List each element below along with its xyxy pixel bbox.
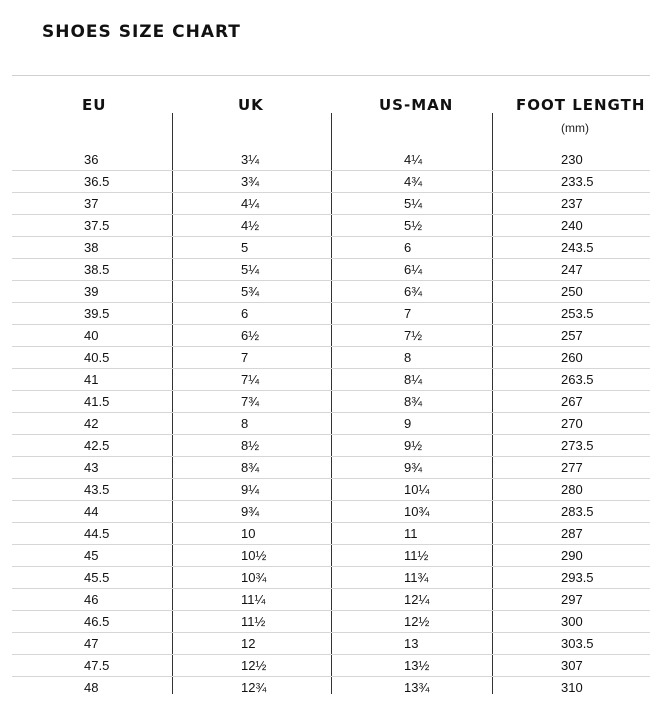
cell-us-man: 10¾ <box>404 504 430 519</box>
column-header-eu: EU <box>82 96 107 114</box>
table-row <box>12 677 650 699</box>
cell-eu: 40.5 <box>84 350 110 365</box>
cell-uk: 10½ <box>241 548 267 563</box>
cell-uk: 4½ <box>241 218 260 233</box>
title-divider <box>12 75 650 76</box>
table-row <box>12 281 650 303</box>
cell-us-man: 4¾ <box>404 174 423 189</box>
cell-uk: 5¾ <box>241 284 260 299</box>
cell-foot-length: 287 <box>561 526 583 541</box>
cell-foot-length: 290 <box>561 548 583 563</box>
cell-eu: 41 <box>84 372 99 387</box>
size-table-body <box>12 149 650 699</box>
cell-foot-length: 260 <box>561 350 583 365</box>
cell-uk: 3¾ <box>241 174 260 189</box>
cell-uk: 6½ <box>241 328 260 343</box>
cell-eu: 44 <box>84 504 99 519</box>
cell-uk: 7¼ <box>241 372 260 387</box>
cell-us-man: 6¼ <box>404 262 423 277</box>
cell-uk: 12½ <box>241 658 267 673</box>
cell-foot-length: 310 <box>561 680 583 695</box>
cell-uk: 11½ <box>241 614 266 629</box>
table-row <box>12 413 650 435</box>
cell-eu: 36.5 <box>84 174 110 189</box>
table-row <box>12 215 650 237</box>
cell-foot-length: 240 <box>561 218 583 233</box>
cell-eu: 42 <box>84 416 99 431</box>
table-row <box>12 325 650 347</box>
cell-us-man: 8¼ <box>404 372 423 387</box>
cell-foot-length: 273.5 <box>561 438 594 453</box>
cell-eu: 43.5 <box>84 482 110 497</box>
cell-us-man: 6 <box>404 240 412 255</box>
table-row <box>12 303 650 325</box>
cell-eu: 41.5 <box>84 394 110 409</box>
column-header-foot-length: FOOT LENGTH <box>516 96 646 114</box>
cell-uk: 4¼ <box>241 196 260 211</box>
cell-uk: 5¼ <box>241 262 260 277</box>
cell-us-man: 10¼ <box>404 482 430 497</box>
cell-us-man: 5¼ <box>404 196 423 211</box>
cell-us-man: 9¾ <box>404 460 423 475</box>
table-row <box>12 545 650 567</box>
page-title: SHOES SIZE CHART <box>42 22 241 42</box>
cell-eu: 39 <box>84 284 99 299</box>
table-row <box>12 149 650 171</box>
cell-uk: 10 <box>241 526 256 541</box>
table-row <box>12 259 650 281</box>
cell-us-man: 11¾ <box>404 570 429 585</box>
cell-foot-length: 280 <box>561 482 583 497</box>
cell-uk: 7¾ <box>241 394 260 409</box>
cell-us-man: 5½ <box>404 218 423 233</box>
table-row <box>12 479 650 501</box>
cell-foot-length: 300 <box>561 614 583 629</box>
cell-us-man: 7 <box>404 306 412 321</box>
table-row <box>12 369 650 391</box>
table-row <box>12 237 650 259</box>
cell-us-man: 8 <box>404 350 412 365</box>
table-row <box>12 435 650 457</box>
cell-us-man: 11 <box>404 526 418 541</box>
table-row <box>12 523 650 545</box>
cell-foot-length: 243.5 <box>561 240 594 255</box>
table-row <box>12 193 650 215</box>
table-row <box>12 391 650 413</box>
cell-foot-length: 233.5 <box>561 174 594 189</box>
cell-foot-length: 267 <box>561 394 583 409</box>
cell-eu: 40 <box>84 328 99 343</box>
cell-us-man: 12½ <box>404 614 430 629</box>
cell-eu: 37.5 <box>84 218 110 233</box>
cell-uk: 5 <box>241 240 249 255</box>
table-row <box>12 501 650 523</box>
column-header-uk: UK <box>238 96 264 114</box>
cell-eu: 45.5 <box>84 570 110 585</box>
table-row <box>12 633 650 655</box>
cell-eu: 46 <box>84 592 99 607</box>
column-header-us-man: US-MAN <box>379 96 454 114</box>
cell-foot-length: 277 <box>561 460 583 475</box>
cell-us-man: 9½ <box>404 438 423 453</box>
cell-foot-length: 230 <box>561 152 583 167</box>
cell-eu: 46.5 <box>84 614 110 629</box>
cell-us-man: 13 <box>404 636 419 651</box>
cell-uk: 8½ <box>241 438 260 453</box>
cell-foot-length: 307 <box>561 658 583 673</box>
cell-eu: 36 <box>84 152 99 167</box>
cell-us-man: 13½ <box>404 658 430 673</box>
table-row <box>12 171 650 193</box>
cell-us-man: 11½ <box>404 548 429 563</box>
table-row <box>12 611 650 633</box>
cell-us-man: 12¼ <box>404 592 430 607</box>
cell-uk: 9¾ <box>241 504 260 519</box>
cell-uk: 12¾ <box>241 680 267 695</box>
cell-uk: 10¾ <box>241 570 267 585</box>
cell-us-man: 8¾ <box>404 394 423 409</box>
cell-us-man: 9 <box>404 416 412 431</box>
cell-foot-length: 293.5 <box>561 570 594 585</box>
table-row <box>12 457 650 479</box>
cell-us-man: 7½ <box>404 328 423 343</box>
cell-foot-length: 303.5 <box>561 636 594 651</box>
cell-eu: 37 <box>84 196 99 211</box>
cell-foot-length: 297 <box>561 592 583 607</box>
cell-foot-length: 270 <box>561 416 583 431</box>
cell-uk: 9¼ <box>241 482 260 497</box>
cell-eu: 42.5 <box>84 438 110 453</box>
cell-foot-length: 263.5 <box>561 372 594 387</box>
table-row <box>12 655 650 677</box>
cell-uk: 8¾ <box>241 460 260 475</box>
cell-foot-length: 253.5 <box>561 306 594 321</box>
cell-uk: 3¼ <box>241 152 260 167</box>
cell-foot-length: 237 <box>561 196 583 211</box>
cell-foot-length: 257 <box>561 328 583 343</box>
cell-us-man: 13¾ <box>404 680 430 695</box>
cell-uk: 6 <box>241 306 249 321</box>
foot-length-unit: (mm) <box>561 121 589 135</box>
cell-uk: 7 <box>241 350 249 365</box>
table-row <box>12 589 650 611</box>
cell-eu: 47 <box>84 636 99 651</box>
cell-uk: 8 <box>241 416 249 431</box>
cell-foot-length: 283.5 <box>561 504 594 519</box>
cell-foot-length: 247 <box>561 262 583 277</box>
cell-eu: 39.5 <box>84 306 110 321</box>
table-row <box>12 567 650 589</box>
cell-eu: 38.5 <box>84 262 110 277</box>
cell-uk: 11¼ <box>241 592 266 607</box>
table-row <box>12 347 650 369</box>
cell-foot-length: 250 <box>561 284 583 299</box>
cell-us-man: 4¼ <box>404 152 423 167</box>
cell-eu: 48 <box>84 680 99 695</box>
cell-eu: 43 <box>84 460 99 475</box>
cell-uk: 12 <box>241 636 256 651</box>
cell-us-man: 6¾ <box>404 284 423 299</box>
cell-eu: 38 <box>84 240 99 255</box>
cell-eu: 47.5 <box>84 658 110 673</box>
cell-eu: 45 <box>84 548 99 563</box>
cell-eu: 44.5 <box>84 526 110 541</box>
